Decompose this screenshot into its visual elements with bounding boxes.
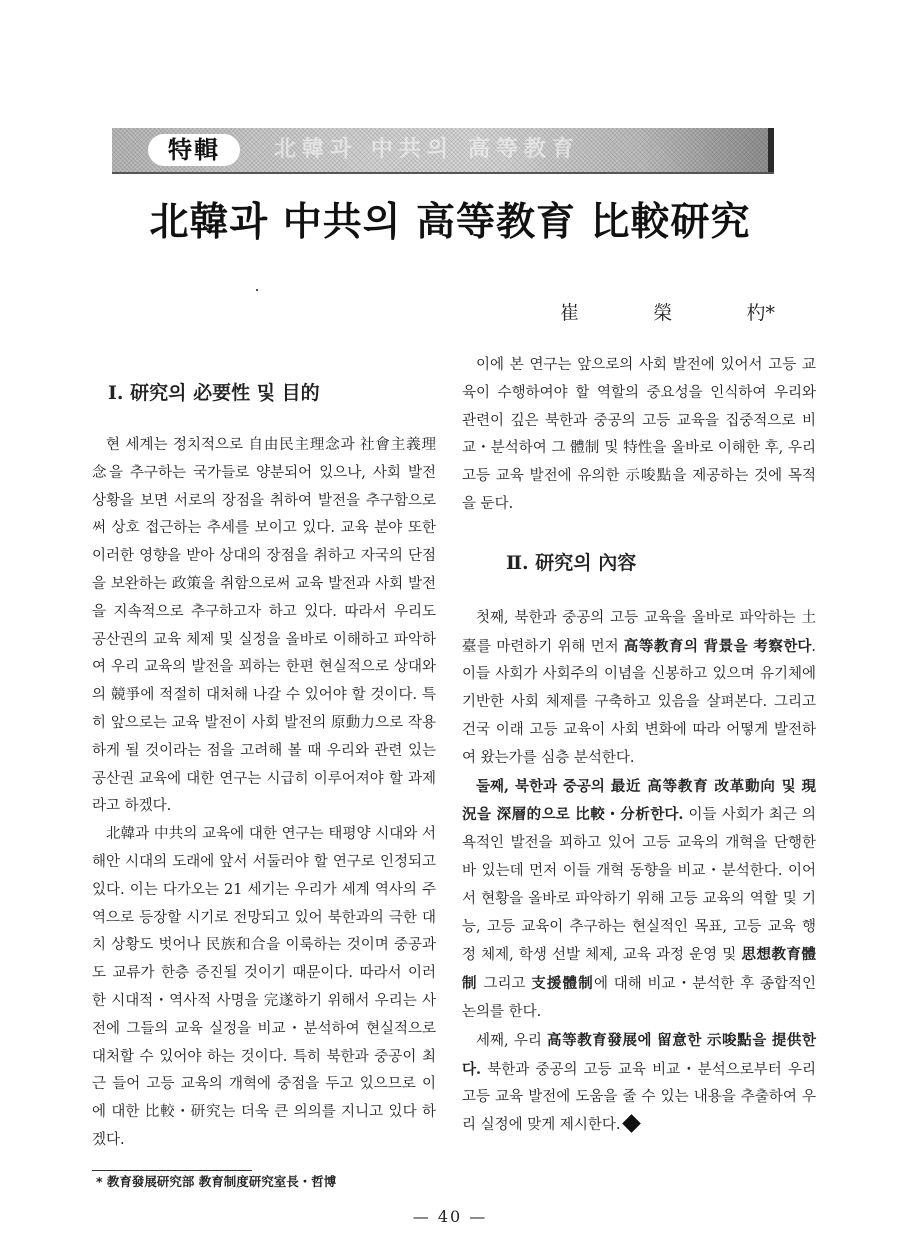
end-mark-icon	[622, 1114, 640, 1132]
p2-emphasis-2: 思想教育體制	[462, 946, 817, 993]
section-2-paragraph-1	[462, 605, 816, 773]
p1-text-a: 첫째, 북한과 중공의 고등 교육을 올바로 파악하는 土臺를 마련하기 위해 먼저	[462, 609, 816, 655]
special-feature-label: 特輯	[148, 134, 240, 166]
p3-text-c: 북한과 중공의 고등 교육 비교・분석으로부터 우리 고등 교육 발전에 도움을 줄 수 있는 내용을 추출하여 우리 실정에 맞게 제시한다.	[462, 1061, 816, 1134]
section-2-paragraph-2	[462, 773, 816, 1027]
p2-emphasis-3: 支援體制	[531, 975, 594, 993]
special-feature-banner	[112, 128, 774, 174]
p3-text-a: 세째, 우리	[476, 1032, 548, 1049]
right-column	[462, 352, 816, 1140]
author-char-2: 榮	[653, 302, 673, 324]
intro-paragraph: 이에 본 연구는 앞으로의 사회 발전에 있어서 고등 교육이 수행하여야 할 역할의 중요성을 인식하여 우리와 관련이 깊은 북한과 중공의 고등 교육을 집중적으로 비교・분석하여 그 體制 및 特性을 올바로 이해한 후, 우리 고등 교육 발전에 유의한 示唆點을 제공하는 것에 목적을 둔다.	[462, 357, 816, 512]
stray-dot	[256, 289, 258, 291]
p1-emphasis: 高等教育의 背景을 考察한다	[623, 637, 812, 655]
footnote: * 教育發展研究部 教育制度研究室長・哲博	[96, 1174, 337, 1189]
left-column	[92, 432, 436, 1155]
page-number: — 40 —	[412, 1207, 488, 1226]
p2-text-b: 이들 사회가 최근 의욕적인 발전을 꾀하고 있어 고등 교육의 개혁을 단행한 바 있는데 먼저 이들 개혁 동향을 비교・분석한다. 이어서 현황을 올바로 파악하기 위해 고등 교육의 역할 및 기능, 고등 교육이 추구하는 현실적인 목표, 고등 교육 행정 체제, 학생 선발 체제, 교육 과정 운영 및	[462, 807, 816, 964]
author-char-1: 崔	[560, 302, 580, 324]
section-1-paragraph-1: 현 세계는 정치적으로 自由民主理念과 社會主義理念을 추구하는 국가들로 양분되어 있으나, 사회 발전 상황을 보면 서로의 장점을 취하여 발전을 추구함으로써 상호 접근하는 추세를 보이고 있다. 교육 분야 또한 이러한 영향을 받아 상대의 장점을 취하고 자국의 단점을 보완하는 政策을 취함으로써 교육 발전과 사회 발전을 지속적으로 추구하고자 하고 있다. 따라서 우리도 공산권의 교육 체제 및 실정을 올바로 이해하고 파악하여 우리 교육의 발전을 꾀하는 한편 현실적으로 상대와의 競爭에 적절히 대처해 나갈 수 있어야 할 것이다. 특히 앞으로는 교육 발전이 사회 발전의 原動力으로 작용하게 될 것이라는 점을 고려해 볼 때 우리와 관련 있는 공산권 교육에 대한 연구는 시급히 이루어져야 할 과제라고 하겠다.	[92, 437, 436, 815]
article-title: 北韓과 中共의 高等教育 比較研究	[149, 199, 751, 245]
author-char-3: 杓*	[746, 302, 775, 324]
section-2-paragraph-3	[462, 1027, 816, 1140]
p2-text-f: 에 대해 비교・분석한 후 종합적인 논의를 한다.	[462, 976, 817, 1020]
banner-faded-text: 北韓과 中共의 高等教育	[274, 137, 580, 162]
p3-emphasis: 高等教育發展에 留意한 示唆點을 提供한다.	[462, 1031, 817, 1078]
section-2-heading: Ⅱ. 研究의 內容	[506, 551, 637, 574]
author-name	[560, 296, 775, 330]
p2-emphasis: 둘째, 북한과 중공의 最近 高等教育 改革動向 및 現況을 深層的으로 比較・分析한다.	[462, 777, 816, 824]
footnote-rule	[92, 1170, 252, 1171]
banner-end-bar	[768, 128, 774, 172]
section-1-heading: Ⅰ. 研究의 必要性 및 目的	[108, 382, 320, 404]
section-1-paragraph-2: 北韓과 中共의 교육에 대한 연구는 태평양 시대와 서해안 시대의 도래에 앞서 서둘러야 할 연구로 인정되고 있다. 이는 다가오는 21 세기는 우리가 세계 역사의 주역으로 등장할 시기로 전망되고 있어 북한과의 극한 대치 상황도 벗어나 民族和合을 이룩하는 것이며 중공과도 교류가 한층 증진될 것이기 때문이다. 따라서 이러한 시대적・역사적 사명을 完遂하기 위해서 우리는 사전에 그들의 교육 실정을 비교・분석하여 현실적으로 대처할 수 있어야 하는 것이다. 특히 북한과 중공이 최근 들어 고등 교육의 개혁에 중점을 두고 있으므로 이에 대한 比較・研究는 더욱 큰 의의를 지니고 있다 하겠다.	[92, 826, 436, 1148]
p1-text-c: . 이들 사회가 사회주의 이념을 신봉하고 있으며 유기체에 기반한 사회 체제를 구축하고 있음을 살펴본다. 그리고 건국 이래 고등 교육이 사회 변화에 따라 어떻게 발전하여 왔는가를 심층 분석한다.	[462, 638, 817, 766]
p2-text-d: 그리고	[477, 976, 532, 993]
